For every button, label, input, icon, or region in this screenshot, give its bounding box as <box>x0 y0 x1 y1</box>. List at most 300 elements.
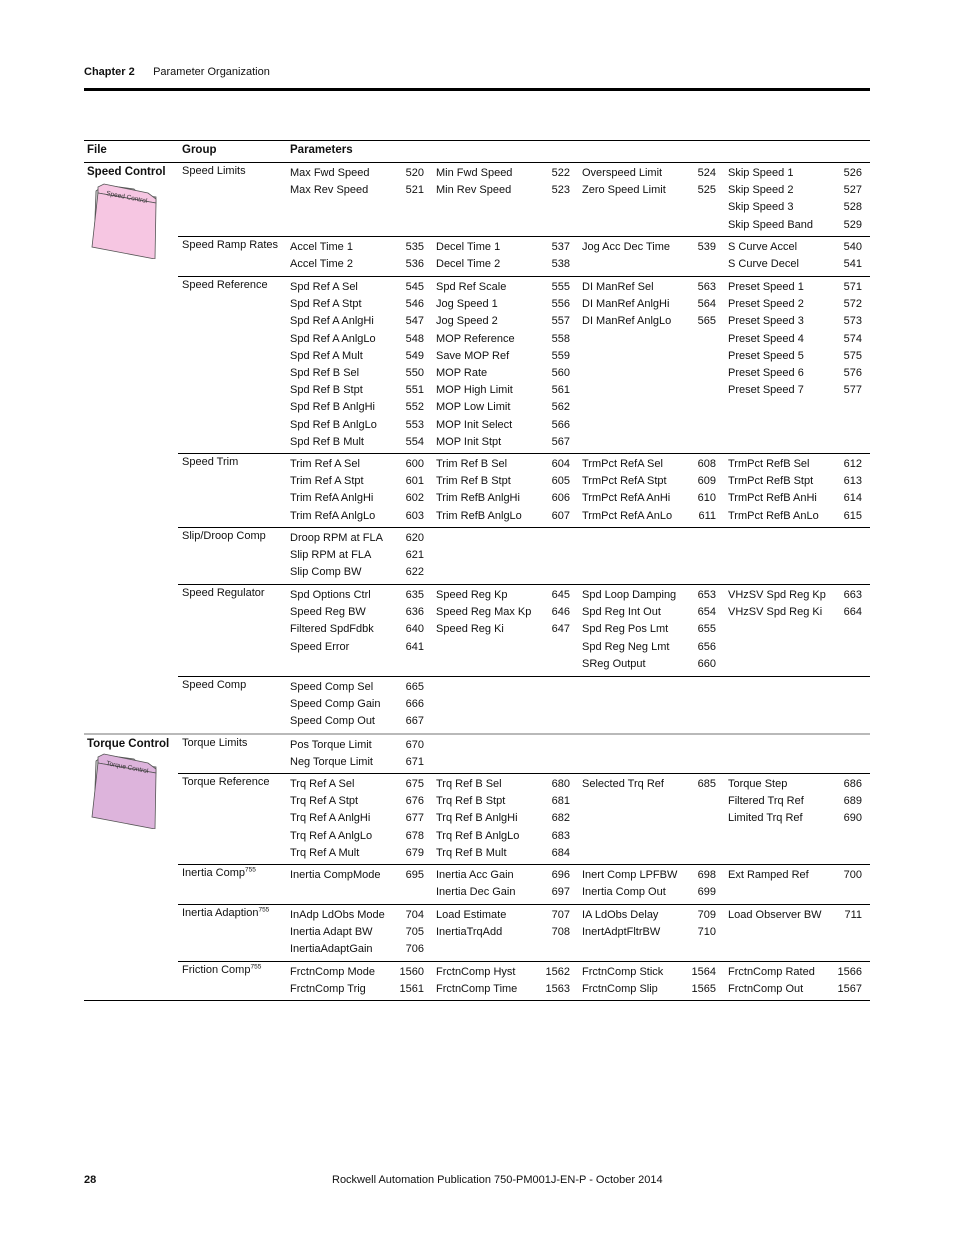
parameter-name: Trq Ref B Stpt <box>436 795 506 808</box>
parameter-name: Inertia Comp Out <box>582 886 666 899</box>
parameter-name: FrctnComp Stick <box>582 966 664 978</box>
parameter-column <box>290 867 424 884</box>
parameter-name: Preset Speed 1 <box>728 281 804 293</box>
parameter-name: Inert Comp LPFBW <box>582 869 678 881</box>
parameter-name: Skip Speed 1 <box>728 167 794 179</box>
parameter-number: 640 <box>405 623 424 636</box>
parameter-column <box>582 964 716 998</box>
parameter-row <box>290 564 424 581</box>
parameter-row <box>290 713 424 730</box>
parameter-row <box>728 239 862 256</box>
group-name-text: Speed Ramp Rates <box>182 239 278 251</box>
parameter-number: 610 <box>697 492 716 505</box>
folder-tab-label: Speed Control <box>105 190 148 205</box>
parameter-name: Skip Speed Band <box>728 218 814 231</box>
parameter-row <box>290 365 424 382</box>
group-row <box>178 676 870 733</box>
folder-icon <box>90 183 160 259</box>
parameter-row <box>728 508 862 525</box>
parameter-number: 635 <box>405 589 424 601</box>
parameter-row <box>436 793 570 810</box>
parameter-number: 552 <box>405 401 424 414</box>
parameter-name: Spd Loop Damping <box>582 589 677 601</box>
parameter-row <box>290 547 424 564</box>
parameter-row <box>290 964 424 981</box>
parameter-number: 663 <box>843 589 862 601</box>
parameter-number: 653 <box>697 589 716 601</box>
parameter-row <box>290 256 424 273</box>
parameter-name: MOP Init Select <box>436 418 513 431</box>
parameter-row <box>290 587 424 604</box>
parameter-number: 612 <box>843 458 862 470</box>
parameter-name: FrctnComp Slip <box>582 983 658 996</box>
parameter-row <box>436 331 570 348</box>
parameter-row <box>290 696 424 713</box>
parameter-row <box>582 456 716 473</box>
parameter-name: Overspeed Limit <box>582 167 663 179</box>
parameter-name: Neg Torque Limit <box>290 756 373 769</box>
group-name <box>182 679 246 691</box>
group-name <box>182 867 256 879</box>
parameter-name: Min Fwd Speed <box>436 167 513 179</box>
parameter-row <box>290 382 424 399</box>
parameter-row <box>728 279 862 296</box>
parameter-number: 600 <box>405 458 424 470</box>
parameter-row <box>582 884 716 901</box>
parameter-row <box>582 981 716 998</box>
parameter-name: Pos Torque Limit <box>290 739 372 751</box>
parameter-name: Jog Speed 2 <box>436 315 498 328</box>
parameter-row <box>436 365 570 382</box>
parameter-number: 660 <box>697 657 716 670</box>
parameter-name: Slip Comp BW <box>290 566 362 579</box>
parameter-number: 550 <box>405 366 424 379</box>
parameter-number: 528 <box>843 201 862 214</box>
parameter-column <box>728 587 862 621</box>
group-name-text: Speed Trim <box>182 456 239 468</box>
group-name-text: Torque Reference <box>182 776 270 788</box>
parameter-number: 557 <box>551 315 570 328</box>
parameter-row <box>728 473 862 490</box>
parameter-number: 689 <box>843 795 862 808</box>
running-header <box>84 66 270 78</box>
parameter-column <box>290 737 424 771</box>
parameter-row <box>728 331 862 348</box>
parameter-number: 647 <box>551 623 570 636</box>
parameter-row <box>290 165 424 182</box>
parameter-number: 553 <box>405 418 424 431</box>
parameter-number: 711 <box>844 909 862 921</box>
parameter-number: 560 <box>551 366 570 379</box>
parameter-name: Trq Ref B AnlgHi <box>436 812 518 825</box>
parameter-table <box>84 140 870 1001</box>
parameter-number: 1565 <box>691 983 716 996</box>
parameter-row <box>728 199 862 216</box>
parameter-name: Spd Ref B Sel <box>290 366 360 379</box>
parameter-column <box>290 456 424 525</box>
group-name-text: Inertia Comp <box>182 867 245 879</box>
parameter-name: Trim RefA AnlgHi <box>290 492 374 505</box>
group-name <box>182 776 269 788</box>
parameter-number: 555 <box>551 281 570 293</box>
parameter-number: 621 <box>405 549 424 562</box>
parameter-name: Skip Speed 3 <box>728 201 794 214</box>
parameter-name: InertiaTrqAdd <box>436 926 503 939</box>
parameter-row <box>582 182 716 199</box>
parameter-column <box>436 456 570 525</box>
parameter-row <box>728 256 862 273</box>
parameter-row <box>436 508 570 525</box>
parameter-name: Load Observer BW <box>728 909 822 921</box>
parameter-number: 622 <box>405 566 424 579</box>
parameter-column <box>290 530 424 582</box>
parameter-row <box>436 239 570 256</box>
parameter-name: Spd Ref B Stpt <box>290 384 363 397</box>
parameter-row <box>728 365 862 382</box>
parameter-number: 547 <box>405 315 424 328</box>
parameter-number: 604 <box>551 458 570 470</box>
parameter-row <box>436 256 570 273</box>
parameter-row <box>290 604 424 621</box>
parameter-name: Inertia Dec Gain <box>436 886 516 899</box>
parameter-number: 601 <box>405 475 424 488</box>
parameter-row <box>436 417 570 434</box>
parameter-name: Speed Reg Kp <box>436 589 508 601</box>
parameter-row <box>582 656 716 673</box>
parameter-name: Max Fwd Speed <box>290 167 370 179</box>
parameter-row <box>728 348 862 365</box>
parameter-row <box>728 981 862 998</box>
parameter-number: 538 <box>551 258 570 271</box>
header-file: File <box>87 144 107 156</box>
parameter-row <box>728 810 862 827</box>
parameter-number: 541 <box>843 258 862 271</box>
parameter-name: S Curve Accel <box>728 241 798 253</box>
group-name <box>182 737 247 749</box>
parameter-column <box>290 239 424 273</box>
parameter-row <box>728 165 862 182</box>
parameter-name: Skip Speed 2 <box>728 184 794 197</box>
parameter-name: TrmPct RefB Sel <box>728 458 810 470</box>
parameter-name: Max Rev Speed <box>290 184 369 197</box>
parameter-number: 611 <box>698 509 716 522</box>
table-header-row <box>84 141 870 163</box>
parameter-name: VHzSV Spd Reg Ki <box>728 606 823 619</box>
parameter-row <box>290 867 424 884</box>
parameter-row <box>290 776 424 793</box>
parameter-number: 522 <box>551 167 570 179</box>
group-row <box>178 904 870 961</box>
parameter-name: SReg Output <box>582 657 646 670</box>
parameter-number: 677 <box>405 812 424 825</box>
group-row <box>178 163 870 236</box>
parameter-number: 605 <box>551 475 570 488</box>
file-name: Torque Control <box>87 738 170 750</box>
parameter-name: Limited Trq Ref <box>728 812 803 825</box>
page-number: 28 <box>84 1174 97 1186</box>
parameter-row <box>290 845 424 862</box>
parameter-name: Spd Reg Int Out <box>582 606 661 619</box>
group-name <box>182 165 246 177</box>
parameter-row <box>290 907 424 924</box>
parameter-name: Preset Speed 6 <box>728 366 804 379</box>
parameter-number: 607 <box>551 509 570 522</box>
parameter-number: 615 <box>843 509 862 522</box>
parameter-row <box>436 587 570 604</box>
parameter-row <box>290 941 424 958</box>
parameter-row <box>436 981 570 998</box>
parameter-number: 529 <box>843 218 862 231</box>
group-row <box>178 276 870 453</box>
folder-tab-label: Torque Control <box>105 760 149 776</box>
group-name-superscript: 755 <box>244 866 256 874</box>
parameter-number: 551 <box>405 384 424 397</box>
parameter-number: 556 <box>551 298 570 311</box>
parameter-number: 574 <box>843 332 862 345</box>
parameter-number: 1564 <box>691 966 716 978</box>
parameter-number: 646 <box>551 606 570 619</box>
parameter-row <box>290 182 424 199</box>
parameter-row <box>436 884 570 901</box>
parameter-row <box>582 490 716 507</box>
parameter-column <box>436 776 570 862</box>
parameter-column <box>436 165 570 199</box>
parameter-name: Speed Reg BW <box>290 606 366 619</box>
group-row <box>178 773 870 864</box>
parameter-number: 545 <box>405 281 424 293</box>
parameter-number: 680 <box>551 778 570 790</box>
parameter-number: 558 <box>551 332 570 345</box>
group-name <box>182 456 238 468</box>
parameter-row <box>436 845 570 862</box>
parameter-number: 707 <box>551 909 570 921</box>
parameter-number: 1562 <box>545 966 570 978</box>
parameter-column <box>582 776 716 793</box>
parameter-name: Spd Ref B Mult <box>290 435 364 448</box>
parameter-name: Trim Ref B Stpt <box>436 475 511 488</box>
parameter-column <box>290 776 424 862</box>
parameter-number: 667 <box>405 715 424 728</box>
parameter-number: 666 <box>405 698 424 711</box>
parameter-number: 685 <box>697 778 716 790</box>
parameter-name: Accel Time 2 <box>290 258 353 271</box>
parameter-name: Speed Comp Gain <box>290 698 381 711</box>
parameter-column <box>436 279 570 451</box>
group-name-text: Slip/Droop Comp <box>182 530 266 542</box>
parameter-number: 695 <box>405 869 424 881</box>
parameter-row <box>728 313 862 330</box>
parameter-name: Selected Trq Ref <box>582 778 664 790</box>
parameter-name: Filtered Trq Ref <box>728 795 804 808</box>
group-name-text: Speed Regulator <box>182 587 265 599</box>
parameter-name: InertiaAdaptGain <box>290 943 373 956</box>
parameter-number: 603 <box>405 509 424 522</box>
parameter-number: 636 <box>405 606 424 619</box>
parameter-column <box>290 679 424 731</box>
parameter-column <box>290 907 424 959</box>
parameter-row <box>728 776 862 793</box>
parameter-name: Inertia Adapt BW <box>290 926 373 939</box>
parameter-row <box>290 679 424 696</box>
parameter-row <box>290 530 424 547</box>
parameter-row <box>582 473 716 490</box>
parameter-row <box>728 217 862 234</box>
parameter-name: Trim Ref A Stpt <box>290 475 364 488</box>
parameter-row <box>582 776 716 793</box>
parameter-column <box>436 964 570 998</box>
parameter-number: 577 <box>843 384 862 397</box>
parameter-column <box>728 239 862 273</box>
parameter-number: 696 <box>551 869 570 881</box>
parameter-row <box>582 907 716 924</box>
group-name <box>182 279 268 291</box>
parameter-number: 573 <box>843 315 862 328</box>
parameter-name: Trim RefB AnlgHi <box>436 492 520 505</box>
parameter-name: Spd Ref B AnlgHi <box>290 401 375 414</box>
parameter-name: Trq Ref B AnlgLo <box>436 829 520 842</box>
parameter-name: MOP Rate <box>436 366 488 379</box>
parameter-name: Trim Ref A Sel <box>290 458 360 470</box>
parameter-name: Spd Options Ctrl <box>290 589 371 601</box>
parameter-number: 681 <box>551 795 570 808</box>
parameter-name: FrctnComp Trig <box>290 983 366 996</box>
parameter-column <box>436 587 570 639</box>
parameter-row <box>290 981 424 998</box>
parameter-row <box>436 924 570 941</box>
parameter-name: InertAdptFltrBW <box>582 926 661 939</box>
parameter-row <box>290 313 424 330</box>
parameter-number: 620 <box>405 532 424 544</box>
parameter-name: Trim RefA AnlgLo <box>290 509 376 522</box>
group-name-text: Speed Comp <box>182 679 247 691</box>
parameter-row <box>582 587 716 604</box>
parameter-name: Inertia Acc Gain <box>436 869 514 881</box>
group-name <box>182 587 265 599</box>
parameter-number: 527 <box>843 184 862 197</box>
parameter-name: IA LdObs Delay <box>582 909 659 921</box>
parameter-number: 704 <box>405 909 424 921</box>
group-row <box>178 236 870 276</box>
parameter-number: 665 <box>405 681 424 693</box>
chapter-label: Chapter 2 <box>84 66 135 78</box>
parameter-name: TrmPct RefA Sel <box>582 458 663 470</box>
parameter-row <box>728 907 862 924</box>
parameter-number: 676 <box>405 795 424 808</box>
parameter-name: TrmPct RefA AnHi <box>582 492 671 505</box>
parameter-number: 572 <box>843 298 862 311</box>
parameter-number: 537 <box>551 241 570 253</box>
parameter-name: VHzSV Spd Reg Kp <box>728 589 826 601</box>
parameter-row <box>582 165 716 182</box>
parameter-number: 613 <box>843 475 862 488</box>
parameter-name: Spd Ref Scale <box>436 281 507 293</box>
parameter-row <box>290 754 424 771</box>
parameter-column <box>436 867 570 901</box>
parameter-name: Load Estimate <box>436 909 507 921</box>
parameter-row <box>582 867 716 884</box>
parameter-number: 567 <box>551 435 570 448</box>
parameter-row <box>728 964 862 981</box>
file-section <box>84 163 870 733</box>
parameter-row <box>728 793 862 810</box>
parameter-number: 535 <box>405 241 424 253</box>
parameter-number: 563 <box>697 281 716 293</box>
parameter-number: 602 <box>405 492 424 505</box>
group-name-text: Speed Reference <box>182 279 268 291</box>
parameter-row <box>582 604 716 621</box>
parameter-row <box>582 508 716 525</box>
parameter-name: Speed Reg Max Kp <box>436 606 532 619</box>
parameter-name: Inertia CompMode <box>290 869 381 881</box>
parameter-row <box>436 165 570 182</box>
parameter-name: Zero Speed Limit <box>582 184 666 197</box>
parameter-name: DI ManRef AnlgHi <box>582 298 670 311</box>
parameter-row <box>728 182 862 199</box>
parameter-name: Trq Ref A AnlgLo <box>290 829 373 842</box>
parameter-name: Preset Speed 2 <box>728 298 804 311</box>
parameter-row <box>436 313 570 330</box>
parameter-row <box>436 473 570 490</box>
parameter-name: MOP Reference <box>436 332 515 345</box>
parameter-name: FrctnComp Rated <box>728 966 815 978</box>
parameter-column <box>582 456 716 525</box>
parameter-number: 682 <box>551 812 570 825</box>
parameter-row <box>290 508 424 525</box>
parameter-column <box>436 907 570 941</box>
parameter-number: 1566 <box>837 966 862 978</box>
parameter-number: 614 <box>843 492 862 505</box>
parameter-number: 571 <box>843 281 862 293</box>
parameter-name: Trq Ref A AnlgHi <box>290 812 371 825</box>
parameter-number: 539 <box>697 241 716 253</box>
parameter-number: 656 <box>697 640 716 653</box>
parameter-row <box>582 924 716 941</box>
parameter-column <box>582 907 716 941</box>
parameter-name: Preset Speed 5 <box>728 349 804 362</box>
file-name: Speed Control <box>87 166 166 178</box>
parameter-row <box>290 621 424 638</box>
header-rule <box>84 88 870 91</box>
parameter-number: 608 <box>697 458 716 470</box>
parameter-number: 698 <box>697 869 716 881</box>
parameter-row <box>436 810 570 827</box>
parameter-name: Spd Ref A AnlgHi <box>290 315 374 328</box>
parameter-name: Preset Speed 7 <box>728 384 804 397</box>
parameter-name: FrctnComp Out <box>728 983 804 996</box>
parameter-row <box>290 737 424 754</box>
parameter-number: 1560 <box>399 966 424 978</box>
parameter-number: 546 <box>405 298 424 311</box>
parameter-number: 536 <box>405 258 424 271</box>
group-name-text: Friction Comp <box>182 964 251 976</box>
parameter-row <box>436 907 570 924</box>
parameter-row <box>436 434 570 451</box>
parameter-column <box>582 165 716 199</box>
parameter-name: Spd Reg Pos Lmt <box>582 623 669 636</box>
parameter-number: 1561 <box>399 983 424 996</box>
parameter-name: DI ManRef Sel <box>582 281 654 293</box>
parameter-number: 700 <box>843 869 862 881</box>
parameter-name: Jog Speed 1 <box>436 298 498 311</box>
parameter-row <box>290 417 424 434</box>
parameter-name: Trq Ref A Mult <box>290 846 360 859</box>
parameter-name: Trq Ref A Stpt <box>290 795 359 808</box>
parameter-row <box>290 296 424 313</box>
parameter-row <box>436 182 570 199</box>
parameter-row <box>436 279 570 296</box>
parameter-row <box>290 331 424 348</box>
parameter-number: 575 <box>843 349 862 362</box>
